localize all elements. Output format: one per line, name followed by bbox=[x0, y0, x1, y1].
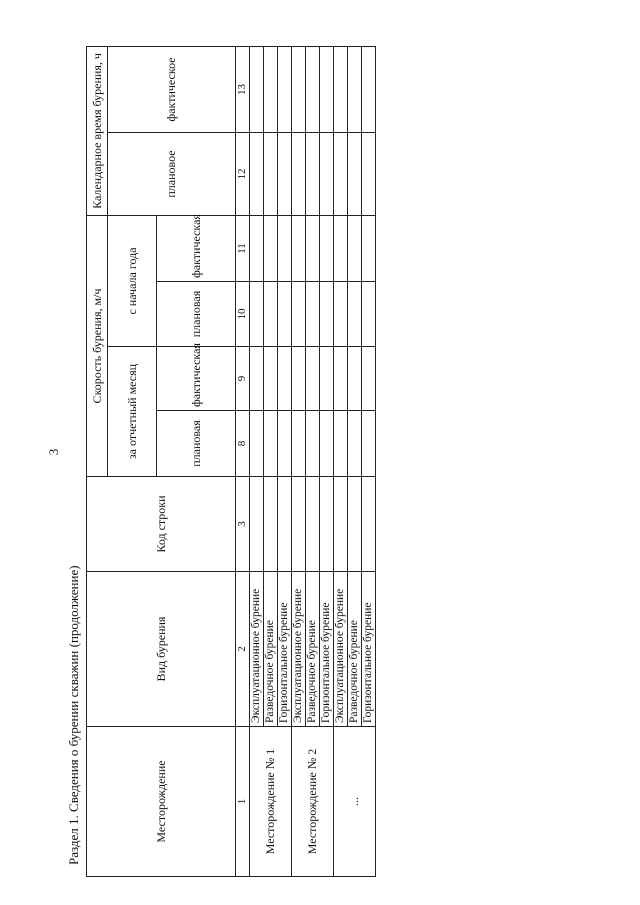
drill-type-cell: Разведочное бурение bbox=[306, 572, 320, 727]
column-number: 1 bbox=[236, 727, 250, 877]
column-number: 9 bbox=[236, 347, 250, 411]
drill-type-cell: Разведочное бурение bbox=[348, 572, 362, 727]
rotated-form bbox=[64, 47, 384, 877]
header-drill-type: Вид бурения bbox=[87, 572, 236, 727]
drill-type-cell: Горизонтальное бурение bbox=[278, 572, 292, 727]
header-actual-time: фактическое bbox=[108, 46, 236, 132]
header-speed-month: за отчетный месяц bbox=[108, 347, 157, 477]
field-name-cell: ... bbox=[334, 727, 376, 877]
drill-type-cell: Горизонтальное бурение bbox=[320, 572, 334, 727]
table-row bbox=[250, 46, 264, 876]
header-speed: Скорость бурения, м/ч bbox=[87, 216, 108, 477]
drill-type-cell: Эксплуатационное бурение bbox=[250, 572, 264, 727]
drill-type-cell: Эксплуатационное бурение bbox=[334, 572, 348, 727]
column-number: 3 bbox=[236, 477, 250, 572]
page-number: 3 bbox=[46, 448, 61, 456]
table-row bbox=[334, 46, 348, 876]
header-calendar-time: Календарное время бурения, ч bbox=[87, 46, 108, 215]
drilling-table bbox=[86, 46, 376, 877]
section-caption: Раздел 1. Сведения о бурении скважин (продолжение) bbox=[66, 565, 81, 865]
column-number: 8 bbox=[236, 411, 250, 477]
drill-type-cell: Эксплуатационное бурение bbox=[292, 572, 306, 727]
column-number-row bbox=[236, 46, 250, 876]
column-number: 12 bbox=[236, 133, 250, 216]
drill-type-cell: Горизонтальное бурение bbox=[362, 572, 376, 727]
header-field: Месторождение bbox=[87, 727, 236, 877]
column-number: 13 bbox=[236, 46, 250, 132]
drill-type-cell: Разведочное бурение bbox=[264, 572, 278, 727]
column-number: 11 bbox=[236, 216, 250, 282]
table-row bbox=[292, 46, 306, 876]
field-name-cell: Месторождение № 2 bbox=[292, 727, 334, 877]
header-line-code: Код строки bbox=[87, 477, 236, 572]
column-number: 2 bbox=[236, 572, 250, 727]
header-speed-year: с начала года bbox=[108, 216, 157, 347]
header-year-actual: фактическая bbox=[157, 216, 236, 282]
header-month-actual: фактическая bbox=[157, 347, 236, 411]
header-month-planned: плановая bbox=[157, 411, 236, 477]
column-number: 10 bbox=[236, 282, 250, 347]
header-year-planned: плановая bbox=[157, 282, 236, 347]
field-name-cell: Месторождение № 1 bbox=[250, 727, 292, 877]
header-planned-time: плановое bbox=[108, 133, 236, 216]
